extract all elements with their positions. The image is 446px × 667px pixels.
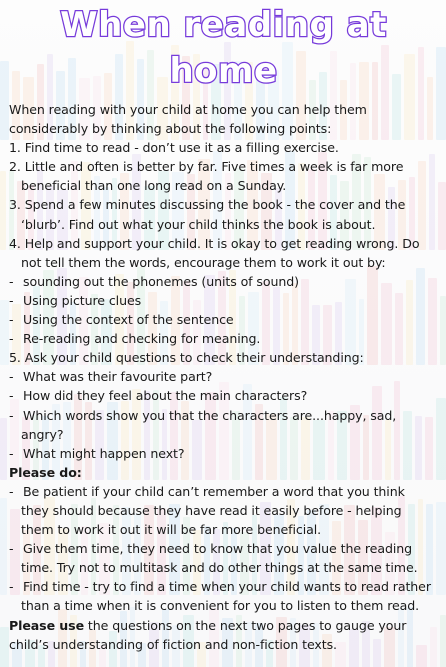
bullet-dash: - xyxy=(9,407,14,423)
point-3: 3. Spend a few minutes discussing the book - the cover and the xyxy=(9,197,406,213)
bullet-dash: - xyxy=(9,541,14,557)
list-item xyxy=(9,482,438,501)
point-3-cont: ‘blurb’. Find out what your child thinks the book is about. xyxy=(21,216,376,232)
bullet-dash: - xyxy=(9,369,14,385)
bullet-dash: - xyxy=(9,483,14,499)
list-item xyxy=(9,539,438,558)
list-item xyxy=(9,444,438,463)
list-item-text: What might happen next? xyxy=(23,445,185,461)
list-item xyxy=(9,406,438,425)
title-line-2: home xyxy=(169,51,278,91)
point-list xyxy=(9,138,438,272)
bullet-dash: - xyxy=(9,292,14,308)
list-item-cont: them to work it out it will be far more beneficial. xyxy=(21,522,322,538)
point-4: 4. Help and support your child. It is okay to get reading wrong. Do xyxy=(9,235,420,251)
bullet-dash: - xyxy=(9,445,14,461)
intro-line: considerably by thinking about the following points: xyxy=(9,121,332,137)
point-1: 1. Find time to read - don’t use it as a filling exercise. xyxy=(9,140,339,156)
list-item-text: How did they feel about the main characters? xyxy=(23,388,308,404)
closing-line xyxy=(9,616,438,635)
point-4-cont: not tell them the words, encourage them to work it out by: xyxy=(21,254,386,270)
list-item-text: Find time - try to find a time when your child wants to read rather xyxy=(23,579,431,595)
closing-rest: the questions on the next two pages to gauge your xyxy=(84,617,407,633)
point-5: 5. Ask your child questions to check their understanding: xyxy=(9,350,364,366)
list-item-cont: angry? xyxy=(21,426,64,442)
strategy-list xyxy=(9,272,438,348)
bullet-dash: - xyxy=(9,312,14,328)
list-item xyxy=(9,329,438,348)
list-item-text: sounding out the phonemes (units of sound) xyxy=(23,273,299,289)
point-2-cont: beneficial than one long read on a Sunday. xyxy=(21,178,287,194)
page-title xyxy=(9,0,438,94)
closing-bold: Please use xyxy=(9,617,85,633)
list-item xyxy=(9,272,438,291)
bullet-dash: - xyxy=(9,388,14,404)
list-item-text: Give them time, they need to know that you value the reading xyxy=(23,541,413,557)
list-item-text: Which words show you that the characters are...happy, sad, xyxy=(23,407,397,423)
closing-line-2: child’s understanding of fiction and non-fiction texts. xyxy=(9,636,337,652)
list-item xyxy=(9,386,438,405)
list-item xyxy=(9,310,438,329)
bullet-dash: - xyxy=(9,273,14,289)
question-list xyxy=(9,367,438,462)
list-item xyxy=(9,577,438,596)
please-do-heading: Please do: xyxy=(9,464,82,480)
list-item-cont: time. Try not to multitask and do other things at the same time. xyxy=(21,560,418,576)
bullet-dash: - xyxy=(9,579,14,595)
list-item-text: What was their favourite part? xyxy=(23,369,213,385)
intro-line: When reading with your child at home you can help them xyxy=(9,102,367,117)
please-do-list xyxy=(9,482,438,616)
point-2: 2. Little and often is better by far. Five times a week is far more xyxy=(9,159,404,175)
list-item-text: Re-reading and checking for meaning. xyxy=(23,331,261,347)
title-line-1: When reading at xyxy=(60,5,387,45)
list-item xyxy=(9,291,438,310)
bullet-dash: - xyxy=(9,331,14,347)
body-text xyxy=(9,100,438,654)
list-item-cont: than a time when it is convenient for you to listen to them read. xyxy=(21,598,420,614)
list-item-cont: they should because they have read it easily before - helping xyxy=(21,502,402,518)
list-item-text: Using picture clues xyxy=(23,292,142,308)
list-item-text: Be patient if your child can’t remember a word that you think xyxy=(23,483,405,499)
list-item-text: Using the context of the sentence xyxy=(23,312,234,328)
list-item xyxy=(9,367,438,386)
